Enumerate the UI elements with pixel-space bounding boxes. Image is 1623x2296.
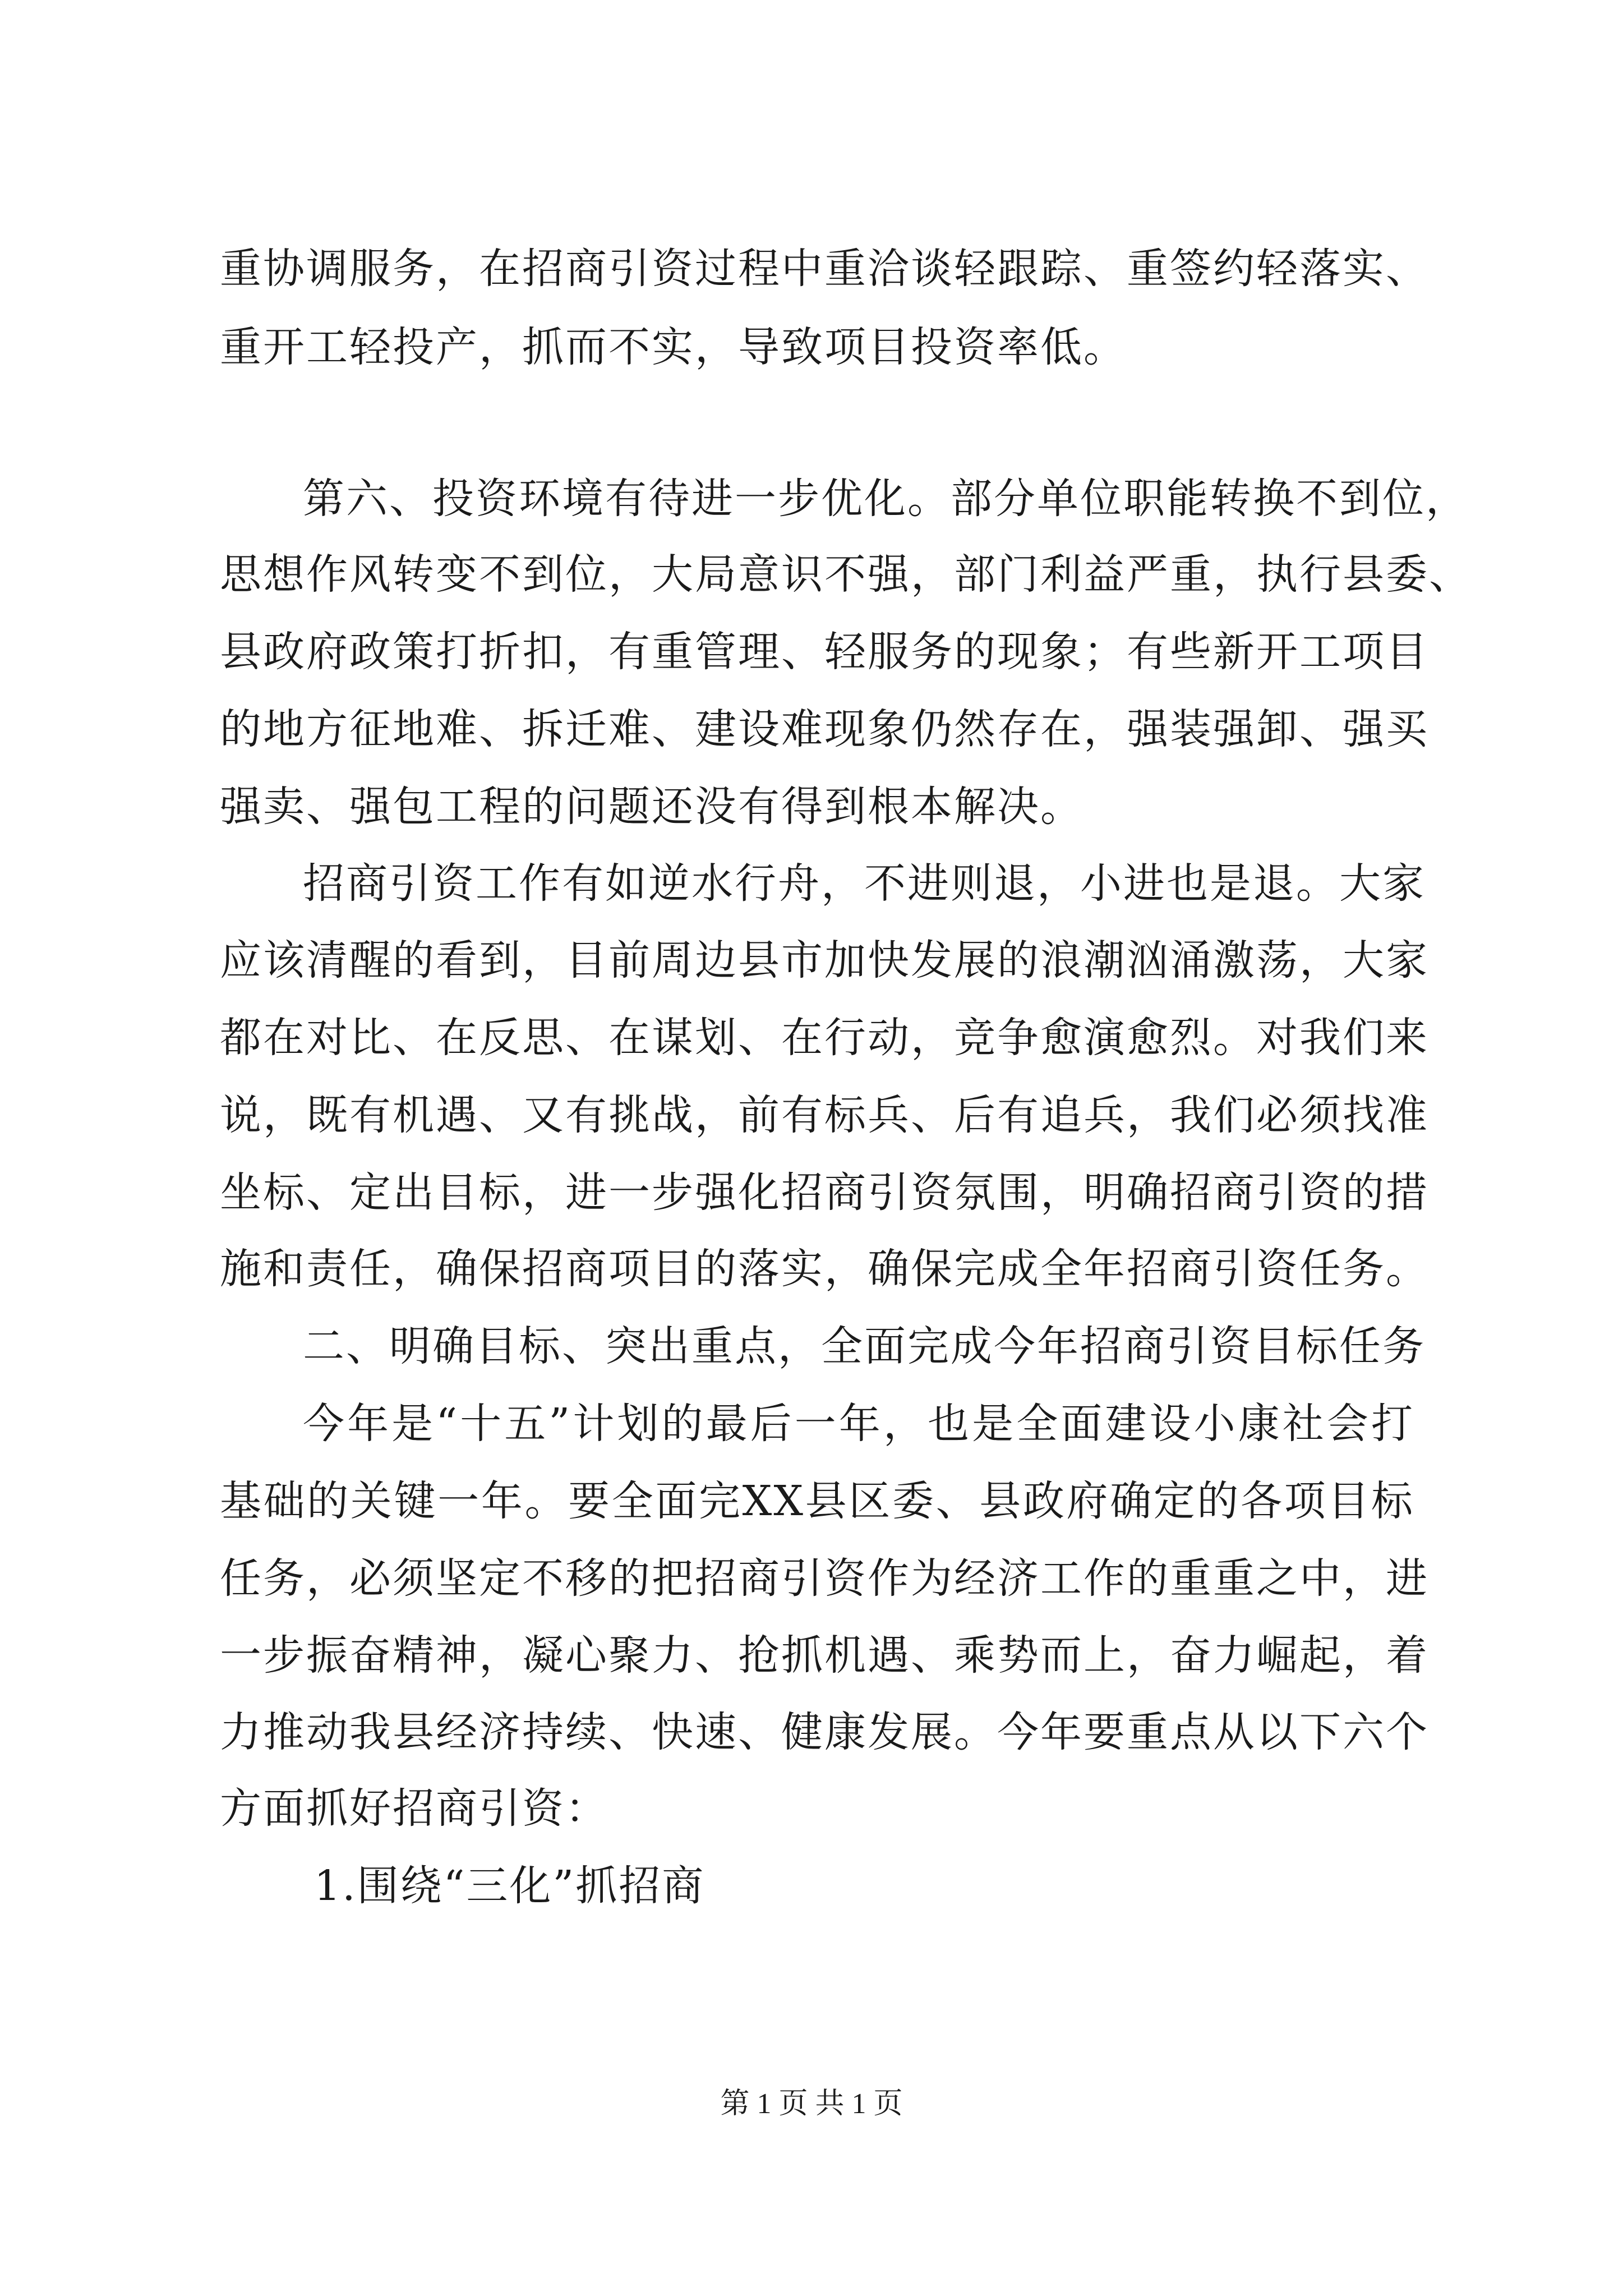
paragraph-first-line: 今年是“十五”计划的最后一年，也是全面建设小康社会打 xyxy=(303,1400,1414,1448)
paragraph-first-line: 招商引资工作有如逆水行舟，不进则退，小进也是退。大家 xyxy=(303,859,1426,908)
body-text-line: 力推动我县经济持续、快速、健康发展。今年要重点从以下六个 xyxy=(220,1708,1429,1756)
body-text-line: 坐标、定出目标，进一步强化招商引资氛围，明确招商引资的措 xyxy=(220,1168,1429,1217)
body-text-line: 强卖、强包工程的问题还没有得到根本解决。 xyxy=(220,783,1083,831)
section-heading: 二、明确目标、突出重点，全面完成今年招商引资目标任务 xyxy=(303,1322,1426,1370)
paragraph-first-line: 第六、投资环境有待进一步优化。部分单位职能转换不到位， xyxy=(303,475,1469,523)
body-text-line: 说，既有机遇、又有挑战，前有标兵、后有追兵，我们必须找准 xyxy=(220,1091,1429,1139)
body-text-line: 的地方征地难、拆迁难、建设难现象仍然存在，强装强卸、强买 xyxy=(220,705,1429,753)
body-text-line: 思想作风转变不到位，大局意识不强，部门利益严重，执行县委、 xyxy=(220,550,1472,599)
body-text-line: 方面抓好招商引资： xyxy=(220,1784,608,1833)
body-text-line: 重协调服务，在招商引资过程中重洽谈轻跟踪、重签约轻落实、 xyxy=(220,245,1429,293)
body-text-line: 都在对比、在反思、在谋划、在行动，竞争愈演愈烈。对我们来 xyxy=(220,1014,1429,1062)
body-text-line: 县政府政策打折扣，有重管理、轻服务的现象；有些新开工项目 xyxy=(220,628,1429,676)
body-text-line: 重开工轻投产，抓而不实，导致项目投资率低。 xyxy=(220,323,1127,371)
body-text-line: 基础的关键一年。要全面完XX县区委、县政府确定的各项目标 xyxy=(220,1477,1414,1525)
subsection-heading: 1.围绕“三化”抓招商 xyxy=(314,1862,706,1910)
body-text-line: 施和责任，确保招商项目的落实，确保完成全年招商引资任务。 xyxy=(220,1245,1429,1293)
body-text-line: 应该清醒的看到，目前周边县市加快发展的浪潮汹涌激荡，大家 xyxy=(220,936,1429,984)
body-text-line: 任务，必须坚定不移的把招商引资作为经济工作的重重之中，进 xyxy=(220,1554,1429,1603)
body-text-line: 一步振奋精神，凝心聚力、抢抓机遇、乘势而上，奋力崛起，着 xyxy=(220,1631,1429,1680)
page-footer: 第 1 页 共 1 页 xyxy=(720,2088,903,2120)
